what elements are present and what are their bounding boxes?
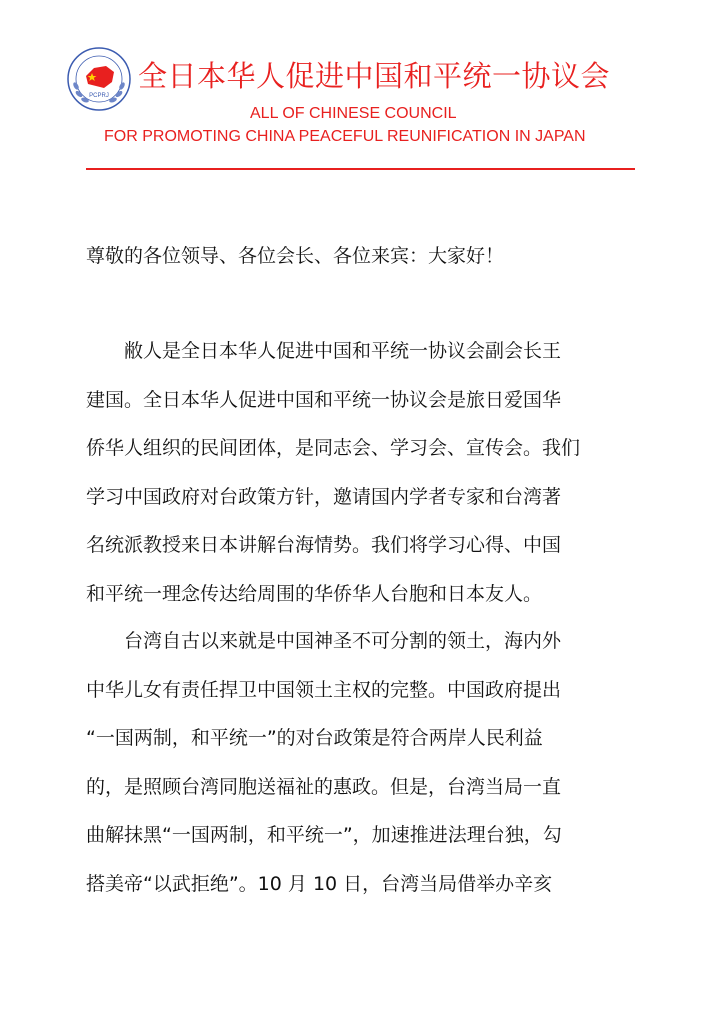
paragraph-1-line: 侨华人组织的民间团体，是同志会、学习会、宣传会。我们 bbox=[86, 437, 581, 459]
paragraph-1-line: 建国。全日本华人促进中国和平统一协议会是旅日爱国华 bbox=[86, 388, 562, 411]
council-title-en-line2: FOR PROMOTING CHINA PEACEFUL REUNIFICATION IN JAPAN bbox=[104, 128, 586, 145]
paragraph-1-line: 和平统一理念传达给周围的华侨华人台胞和日本友人。 bbox=[86, 582, 543, 605]
greeting-text: 尊敬的各位领导、各位会长、各位来宾：大家好！ bbox=[86, 245, 505, 267]
paragraph-2-line: 曲解抹黑“一国两制，和平统一”，加速推进法理台独，勾 bbox=[86, 824, 562, 846]
paragraph-1 bbox=[86, 327, 638, 618]
paragraph-2-line: 台湾自古以来就是中国神圣不可分割的领土，海内外 bbox=[86, 630, 562, 652]
paragraph-2-line: “一国两制，和平统一”的对台政策是符合两岸人民利益 bbox=[86, 727, 543, 749]
paragraph-2 bbox=[86, 617, 638, 908]
council-seal-icon bbox=[66, 46, 132, 112]
paragraph-1-line: 敝人是全日本华人促进中国和平统一协议会副会长王 bbox=[86, 340, 562, 362]
council-title-en-line1: ALL OF CHINESE COUNCIL bbox=[250, 105, 457, 122]
paragraph-2-line: 中华儿女有责任捍卫中国领土主权的完整。中国政府提出 bbox=[86, 678, 562, 701]
logo-label: PCPRJ bbox=[89, 93, 109, 99]
paragraph-1-line: 名统派教授来日本讲解台海情势。我们将学习心得、中国 bbox=[86, 534, 562, 556]
header-divider bbox=[86, 168, 635, 170]
paragraph-1-line: 学习中国政府对台政策方针，邀请国内学者专家和台湾著 bbox=[86, 485, 562, 508]
paragraph-2-line: 搭美帝“以武拒绝”。10 月 10 日，台湾当局借举办辛亥 bbox=[86, 872, 553, 895]
paragraph-2-line: 的，是照顾台湾同胞送福祉的惠政。但是，台湾当局一直 bbox=[86, 775, 562, 798]
council-logo bbox=[66, 46, 132, 112]
council-title-cn: 全日本华人促进中国和平统一协议会 bbox=[138, 59, 611, 93]
